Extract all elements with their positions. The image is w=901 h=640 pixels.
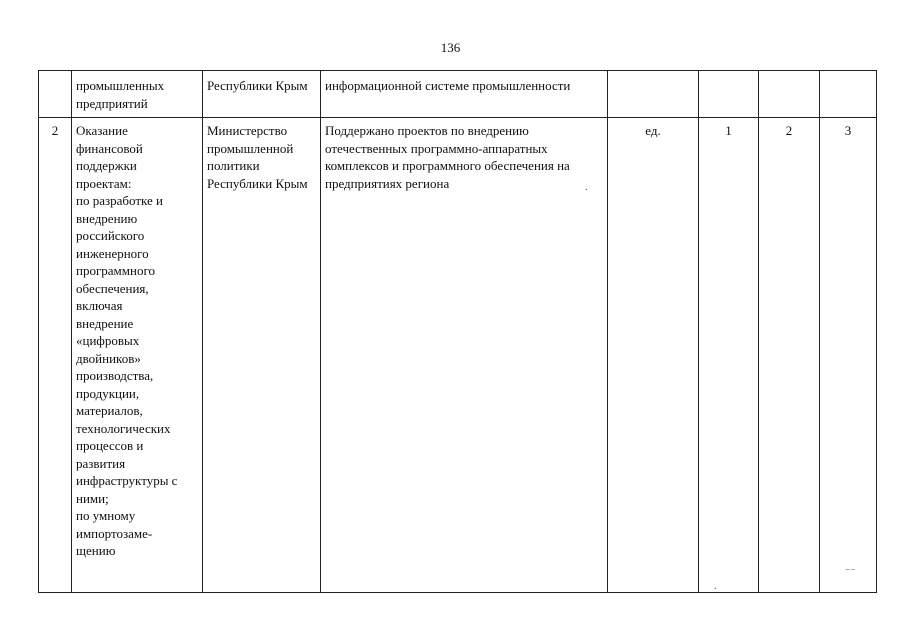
measure-name-line: инфраструктуры с xyxy=(76,473,178,488)
cell-value-3 xyxy=(820,71,877,118)
measure-name-line: внедрению xyxy=(76,210,138,226)
measure-name-line: обеспечения, xyxy=(76,280,149,296)
cell-num xyxy=(39,71,72,118)
measure-name-line: двойников» xyxy=(76,350,141,366)
page-number: 136 xyxy=(440,40,461,55)
cell-value-2: 2 xyxy=(759,118,820,593)
measure-name-line: импортозаме- xyxy=(76,525,153,541)
measure-name-line: инженерного xyxy=(76,245,149,261)
measure-name-line: «цифровых xyxy=(76,333,140,348)
measure-name-line: технологических xyxy=(76,420,171,436)
measure-name-line: щению xyxy=(76,543,116,558)
program-table xyxy=(38,70,877,593)
measure-name-line: ними; xyxy=(76,490,109,506)
measure-name-line: российского xyxy=(76,228,145,243)
scan-speck: . xyxy=(714,581,717,592)
cell-indicator: Поддержано проектов по внедрению отечественных программно-аппаратных комплексов и программного обеспечения на предприятиях региона xyxy=(321,118,608,593)
cell-name: промышленных предприятий xyxy=(72,71,203,118)
measure-name-line: программного xyxy=(76,263,155,278)
cell-name xyxy=(72,118,203,593)
scan-speck: . xyxy=(585,182,588,193)
cell-value-1 xyxy=(699,71,759,118)
measure-name-line: внедрение xyxy=(76,315,134,331)
measure-name-line: Оказание xyxy=(76,123,128,138)
cell-executor: Республики Крым xyxy=(203,71,321,118)
cell-executor: Министерство промышленной политики Республики Крым xyxy=(203,118,321,593)
measure-name-line: развития xyxy=(76,455,126,471)
measure-name-text xyxy=(76,122,198,560)
measure-name-line: процессов и xyxy=(76,438,144,453)
cell-unit: ед. xyxy=(608,118,699,593)
measure-name-line: включая xyxy=(76,298,123,313)
cell-value-1: 1 xyxy=(699,118,759,593)
measure-name-line: по умному xyxy=(76,508,136,523)
scan-speck: ⁻⁻ xyxy=(845,567,856,578)
table-row-item-2 xyxy=(39,118,877,593)
cell-indicator: информационной системе промышленности xyxy=(321,71,608,118)
measure-name-line: финансовой xyxy=(76,140,143,156)
cell-num: 2 xyxy=(39,118,72,593)
cell-value-3: 3 xyxy=(820,118,877,593)
measure-name-line: материалов, xyxy=(76,403,143,418)
cell-unit xyxy=(608,71,699,118)
measure-name-line: поддержки xyxy=(76,158,137,173)
measure-name-line: производства, xyxy=(76,368,154,383)
measure-name-line: проектам: xyxy=(76,175,132,191)
measure-name-line: по разработке и xyxy=(76,193,163,208)
cell-value-2 xyxy=(759,71,820,118)
measure-name-line: продукции, xyxy=(76,385,140,401)
table-row-continuation xyxy=(39,71,877,118)
